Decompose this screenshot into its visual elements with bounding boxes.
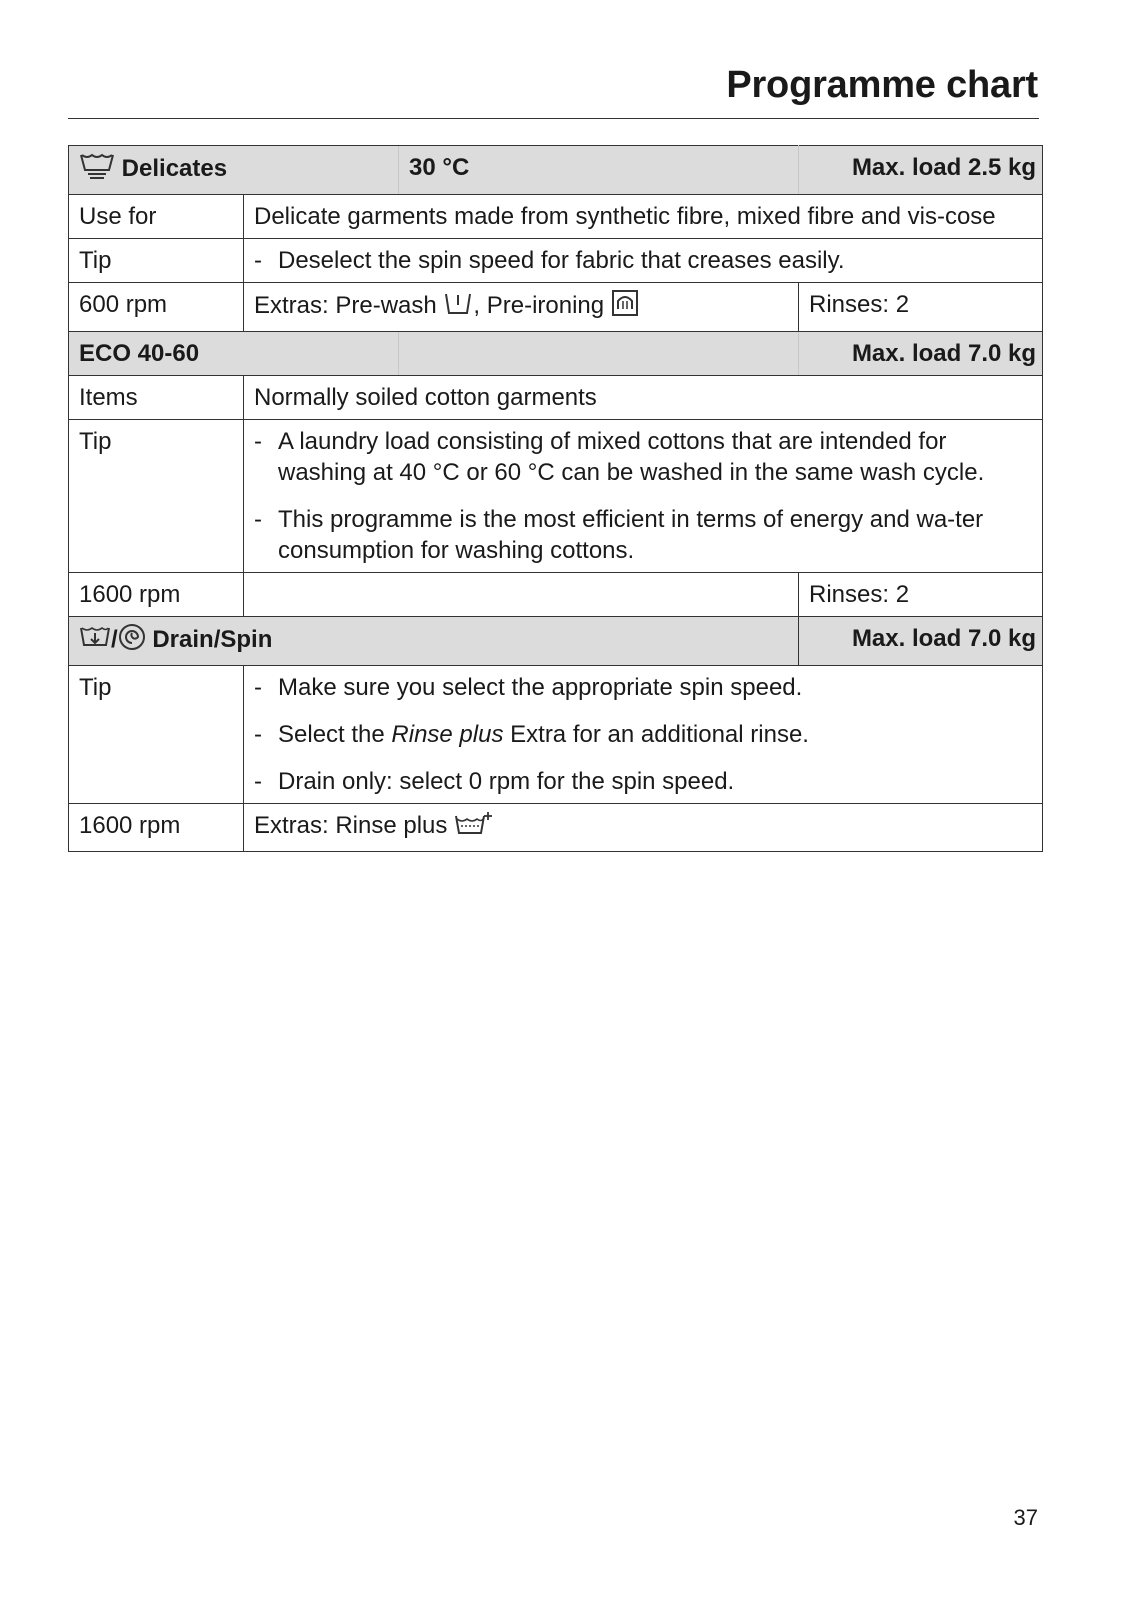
tip-item xyxy=(254,245,1034,276)
tip-item xyxy=(254,504,1034,566)
tip-text-pre: Select the xyxy=(278,721,392,748)
spin-icon xyxy=(118,623,146,659)
drain-header-row xyxy=(69,617,1043,666)
tip-text: Deselect the spin speed for fabric that creases easily. xyxy=(278,247,845,274)
rinse-plus-icon xyxy=(454,811,492,845)
drain-title: Drain/Spin xyxy=(152,626,273,653)
table-row xyxy=(69,666,1043,804)
row-label: Tip xyxy=(69,420,244,573)
drain-separator: / xyxy=(111,626,118,653)
tip-text: This programme is the most efficient in terms of energy and wa-ter consumption for washing cottons. xyxy=(278,506,984,564)
bullet-dash: - xyxy=(254,247,262,274)
eco-max-load: Max. load 7.0 kg xyxy=(799,332,1043,376)
spin-speed: 600 rpm xyxy=(69,283,244,332)
tip-item xyxy=(254,766,1034,797)
page-title: Programme chart xyxy=(726,64,1038,106)
table-row xyxy=(69,804,1043,852)
bullet-dash: - xyxy=(254,506,262,533)
table-row xyxy=(69,239,1043,283)
page-number: 37 xyxy=(1013,1505,1038,1530)
drain-icon xyxy=(79,625,111,659)
bullet-dash: - xyxy=(254,768,262,795)
row-label: Tip xyxy=(69,666,244,804)
rinses-count: Rinses: 2 xyxy=(799,283,1043,332)
table-row xyxy=(69,573,1043,617)
table-row xyxy=(69,376,1043,420)
pre-ironing-icon xyxy=(611,289,639,325)
tip-text-post: Extra for an additional rinse. xyxy=(503,721,809,748)
tip-text: Drain only: select 0 rpm for the spin speed. xyxy=(278,768,735,795)
tip-item xyxy=(254,719,1034,750)
delicates-wash-icon xyxy=(79,152,115,188)
row-label: Use for xyxy=(69,195,244,239)
tip-text-emphasis: Rinse plus xyxy=(391,721,504,748)
table-row xyxy=(69,420,1043,573)
bullet-dash: - xyxy=(254,428,262,455)
tip-item xyxy=(254,672,1034,703)
bullet-dash: - xyxy=(254,674,262,701)
eco-extras-empty xyxy=(244,573,799,617)
delicates-max-load: Max. load 2.5 kg xyxy=(799,146,1043,195)
bullet-dash: - xyxy=(254,721,262,748)
eco-title: ECO 40-60 xyxy=(69,332,399,376)
spin-speed: 1600 rpm xyxy=(69,804,244,852)
table-row xyxy=(69,195,1043,239)
extras-separator: , Pre-ironing xyxy=(473,292,605,319)
eco-header-row xyxy=(69,332,1043,376)
row-label: Items xyxy=(69,376,244,420)
tip-text: A laundry load consisting of mixed cottons that are intended for washing at 40 °C or 60 °C can be washed in the same wash cycle. xyxy=(278,428,985,486)
drain-max-load: Max. load 7.0 kg xyxy=(799,617,1043,666)
extras-label: Extras: Rinse plus xyxy=(254,812,448,839)
extras-label: Extras: Pre-wash xyxy=(254,292,437,319)
delicates-title: Delicates xyxy=(121,155,228,182)
tip-text xyxy=(278,719,809,750)
eco-items-text: Normally soiled cotton garments xyxy=(244,376,1043,420)
delicates-use-for-text: Delicate garments made from synthetic fibre, mixed fibre and vis-cose xyxy=(244,195,1043,239)
tip-item xyxy=(254,426,1034,488)
rinses-count: Rinses: 2 xyxy=(799,573,1043,617)
delicates-header-row xyxy=(69,146,1043,195)
pre-wash-icon xyxy=(443,291,473,325)
spin-speed: 1600 rpm xyxy=(69,573,244,617)
delicates-extras xyxy=(244,283,799,332)
table-row xyxy=(69,283,1043,332)
tip-text: Make sure you select the appropriate spin speed. xyxy=(278,674,803,701)
programme-table xyxy=(68,145,1043,852)
row-label: Tip xyxy=(69,239,244,283)
delicates-temp: 30 °C xyxy=(399,146,799,195)
drain-extras xyxy=(244,804,1043,852)
header-divider xyxy=(68,118,1039,119)
